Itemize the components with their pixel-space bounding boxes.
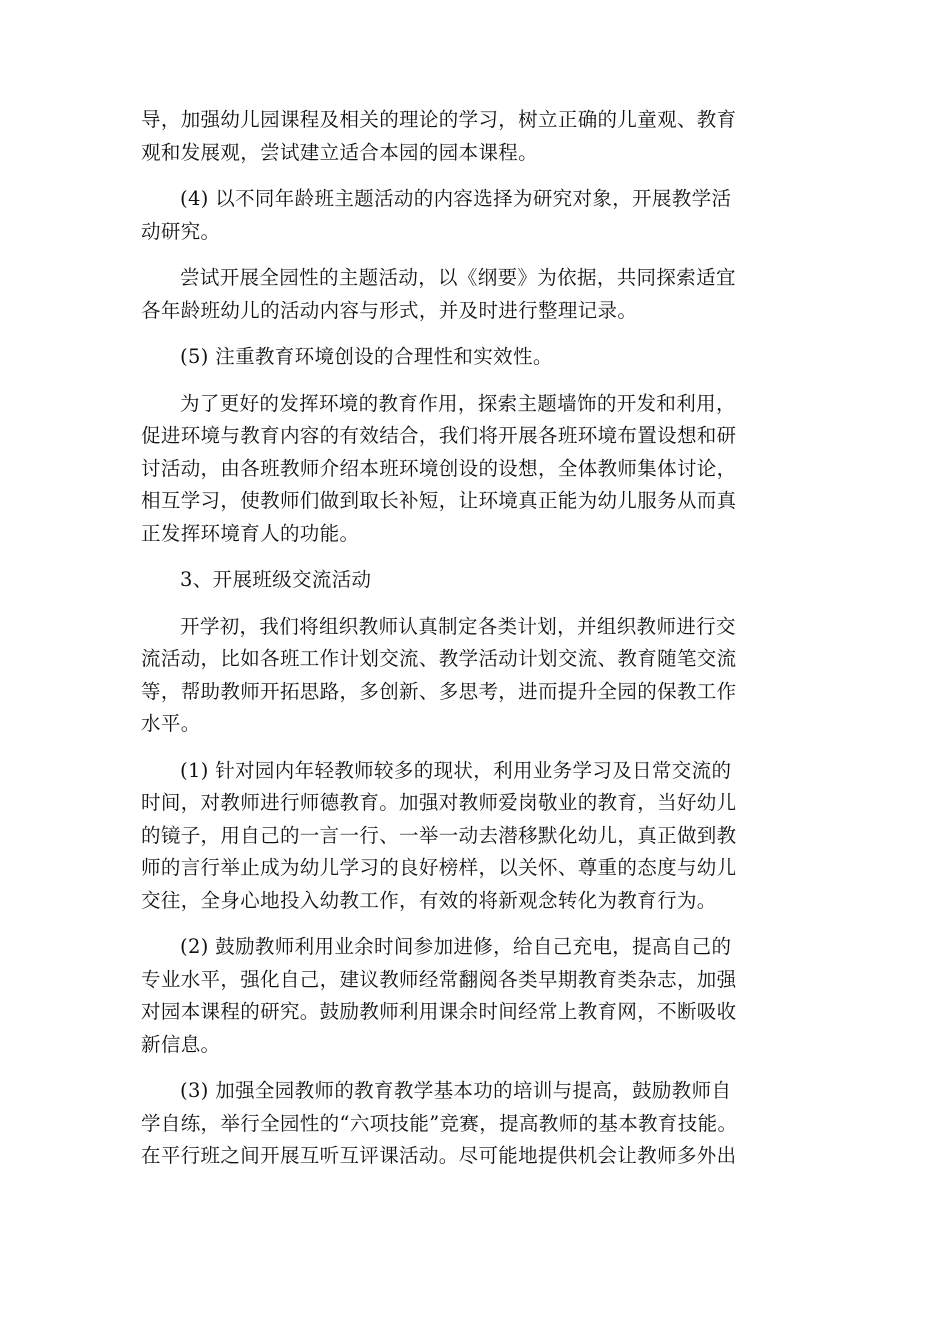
paragraph-spacer (141, 248, 811, 262)
text-line: 各年龄班幼儿的活动内容与形式，并及时进行整理记录。 (141, 298, 638, 322)
paragraph (141, 183, 811, 248)
paragraph-spacer (141, 169, 811, 183)
paragraph (141, 1075, 811, 1173)
text-line: 时间，对教师进行师德教育。加强对教师爱岗敬业的教育，当好幼儿 (141, 791, 737, 814)
text-line: 3、开展班级交流活动 (180, 568, 372, 591)
text-line: 开学初，我们将组织教师认真制定各类计划，并组织教师进行交 (180, 614, 736, 638)
paragraph-spacer (141, 1061, 811, 1075)
text-line: 为了更好的发挥环境的教育作用，探索主题墙饰的开发和利用， (180, 391, 736, 415)
text-line: 在平行班之间开展互听互评课活动。尽可能地提供机会让教师多外出 (141, 1144, 737, 1167)
text-line: 学自练，举行全园性的“六项技能”竞赛，提高教师的基本教育技能。 (141, 1111, 738, 1135)
paragraph (141, 611, 811, 741)
paragraph-spacer (141, 597, 811, 611)
text-line: 讨活动，由各班教师介绍本班环境创设的设想，全体教师集体讨论， (141, 456, 737, 480)
text-line: (3) 加强全园教师的教育教学基本功的培训与提高，鼓励教师自 (180, 1079, 732, 1102)
text-line: 对园本课程的研究。鼓励教师利用课余时间经常上教育网，不断吸收 (141, 1000, 737, 1023)
text-line: 的镜子，用自己的一言一行、一举一动去潜移默化幼儿，真正做到教 (141, 823, 737, 847)
text-line: 导，加强幼儿园课程及相关的理论的学习，树立正确的儿童观、教育 (141, 108, 737, 131)
text-line: (5) 注重教育环境创设的合理性和实效性。 (180, 345, 553, 368)
text-line: 流活动，比如各班工作计划交流、教学活动计划交流、教育随笔交流 (141, 647, 737, 670)
text-line: 促进环境与教育内容的有效结合，我们将开展各班环境布置设想和研 (141, 424, 737, 447)
text-line: 相互学习，使教师们做到取长补短，让环境真正能为幼儿服务从而真 (141, 489, 737, 512)
paragraph (141, 262, 811, 327)
document-body (141, 104, 811, 1173)
text-line: 尝试开展全园性的主题活动，以《纲要》为依据，共同探索适宜 (180, 266, 736, 289)
text-line: 交往，全身心地投入幼教工作，有效的将新观念转化为教育行为。 (141, 888, 717, 912)
paragraph-spacer (141, 327, 811, 341)
text-line: 正发挥环境育人的功能。 (141, 521, 360, 545)
text-line: (4) 以不同年龄班主题活动的内容选择为研究对象，开展教学活 (180, 187, 732, 210)
text-line: 师的言行举止成为幼儿学习的良好榜样，以关怀、尊重的态度与幼儿 (141, 856, 737, 879)
paragraph (141, 564, 811, 597)
text-line: 动研究。 (141, 219, 221, 243)
paragraph (141, 755, 811, 918)
text-line: (1) 针对园内年轻教师较多的现状，利用业务学习及日常交流的 (180, 758, 732, 782)
paragraph (141, 104, 811, 169)
text-line: 观和发展观，尝试建立适合本园的园本课程。 (141, 140, 539, 164)
text-line: 等，帮助教师开拓思路，多创新、多思考，进而提升全园的保教工作 (141, 679, 737, 703)
paragraph (141, 931, 811, 1061)
text-line: (2) 鼓励教师利用业余时间参加进修，给自己充电，提高自己的 (180, 935, 732, 958)
paragraph (141, 341, 811, 374)
text-line: 水平。 (141, 712, 201, 735)
paragraph-spacer (141, 550, 811, 564)
paragraph-spacer (141, 374, 811, 388)
text-line: 新信息。 (141, 1032, 221, 1056)
text-line: 专业水平，强化自己，建议教师经常翻阅各类早期教育类杂志，加强 (141, 967, 737, 991)
paragraph-spacer (141, 741, 811, 755)
paragraph-spacer (141, 917, 811, 931)
paragraph (141, 388, 811, 551)
